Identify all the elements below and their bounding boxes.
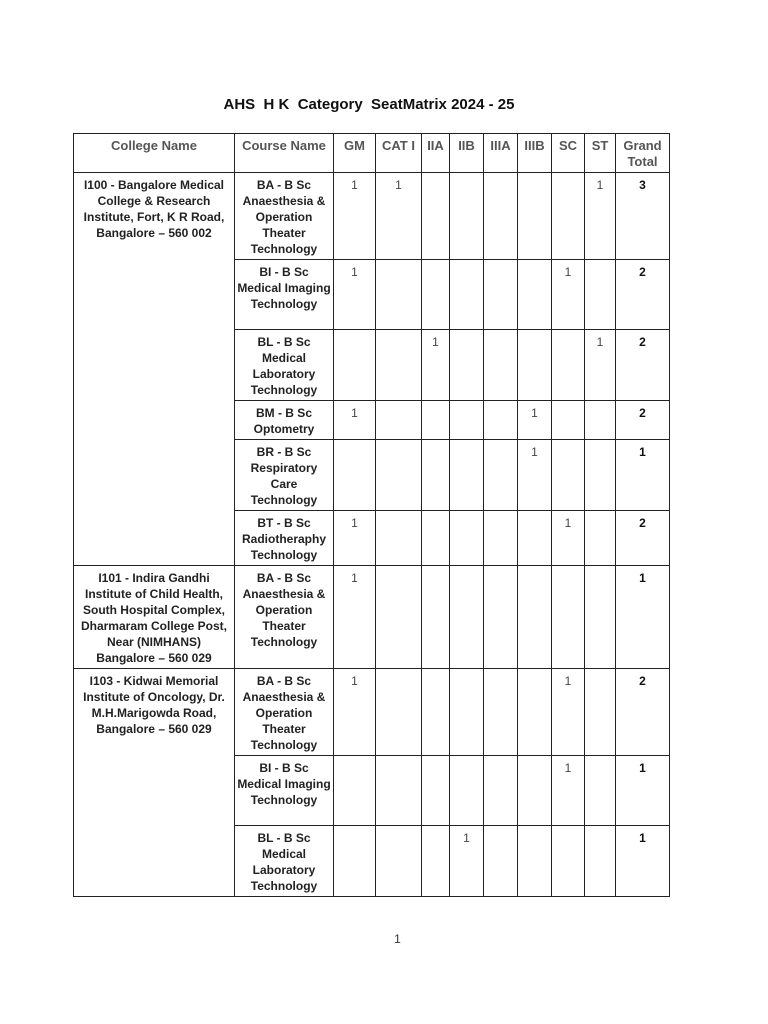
seat-count-cell [518,330,552,401]
seat-count-cell [376,511,422,566]
seat-count-cell [376,330,422,401]
column-header: ST [585,134,616,173]
seat-count-cell [450,756,484,826]
seat-count-cell: 1 [334,260,376,330]
course-name-cell: BT - B Sc Radiotheraphy Technology [235,511,334,566]
column-header: IIA [422,134,450,173]
seat-count-cell [484,401,518,440]
table-row [74,173,670,260]
grand-total-cell: 2 [616,511,670,566]
seat-count-cell [422,566,450,669]
college-name-cell: I101 - Indira Gandhi Institute of Child Health, South Hospital Complex, Dharmaram College Post, Near (NIMHANS) Bangalore – 560 029 [74,566,235,669]
grand-total-cell: 2 [616,669,670,756]
grand-total-cell: 1 [616,440,670,511]
course-name-cell: BI - B Sc Medical Imaging Technology [235,260,334,330]
grand-total-cell: 2 [616,260,670,330]
seat-count-cell [585,511,616,566]
seat-count-cell [376,826,422,897]
grand-total-cell: 1 [616,566,670,669]
seat-count-cell [334,826,376,897]
seat-count-cell [484,440,518,511]
seat-count-cell [484,756,518,826]
seat-count-cell [450,511,484,566]
course-name-cell: BI - B Sc Medical Imaging Technology [235,756,334,826]
grand-total-cell: 3 [616,173,670,260]
seat-count-cell [450,330,484,401]
course-name-cell: BA - B Sc Anaesthesia & Operation Theater Technology [235,669,334,756]
seat-count-cell [585,669,616,756]
seat-count-cell [518,826,552,897]
seat-count-cell [450,401,484,440]
seat-count-cell [552,440,585,511]
seat-count-cell [484,260,518,330]
seat-count-cell [422,173,450,260]
seat-count-cell [585,440,616,511]
table-header-row [74,134,670,173]
page-number: 1 [394,932,401,946]
seat-count-cell [518,511,552,566]
grand-total-cell: 2 [616,330,670,401]
seat-count-cell [376,756,422,826]
table-row [74,566,670,669]
column-header: Grand Total [616,134,670,173]
column-header: GM [334,134,376,173]
grand-total-cell: 2 [616,401,670,440]
course-name-cell: BL - B Sc Medical Laboratory Technology [235,826,334,897]
seat-count-cell: 1 [552,260,585,330]
column-header: College Name [74,134,235,173]
seat-count-cell: 1 [552,511,585,566]
seat-count-cell [552,401,585,440]
seat-count-cell: 1 [552,756,585,826]
seat-matrix-table [73,133,670,897]
column-header: Course Name [235,134,334,173]
seat-count-cell [422,260,450,330]
seat-count-cell [450,566,484,669]
column-header: SC [552,134,585,173]
course-name-cell: BM - B Sc Optometry [235,401,334,440]
seat-count-cell [422,511,450,566]
seat-count-cell: 1 [585,173,616,260]
seat-count-cell: 1 [585,330,616,401]
seat-count-cell [484,330,518,401]
seat-count-cell [585,826,616,897]
grand-total-cell: 1 [616,756,670,826]
seat-count-cell [422,826,450,897]
seat-count-cell [518,566,552,669]
seat-count-cell [585,756,616,826]
seat-count-cell [450,669,484,756]
seat-count-cell [484,566,518,669]
seat-count-cell [585,566,616,669]
seat-count-cell [518,173,552,260]
seat-count-cell [376,669,422,756]
seat-count-cell [376,440,422,511]
seat-count-cell [552,330,585,401]
seat-count-cell [484,511,518,566]
course-name-cell: BA - B Sc Anaesthesia & Operation Theater Technology [235,173,334,260]
seat-count-cell: 1 [334,566,376,669]
seat-count-cell [518,756,552,826]
column-header: CAT I [376,134,422,173]
seat-count-cell: 1 [376,173,422,260]
seat-count-cell [484,669,518,756]
seat-count-cell [552,173,585,260]
grand-total-cell: 1 [616,826,670,897]
seat-count-cell [376,401,422,440]
seat-count-cell [484,826,518,897]
seat-count-cell [552,566,585,669]
seat-count-cell [450,173,484,260]
seat-count-cell [422,756,450,826]
seat-count-cell: 1 [334,173,376,260]
seat-count-cell: 1 [334,511,376,566]
seat-count-cell [450,440,484,511]
seat-count-cell: 1 [518,401,552,440]
seat-count-cell: 1 [518,440,552,511]
column-header: IIIB [518,134,552,173]
seat-count-cell: 1 [334,401,376,440]
seat-count-cell [585,401,616,440]
course-name-cell: BR - B Sc Respiratory Care Technology [235,440,334,511]
college-name-cell: I100 - Bangalore Medical College & Research Institute, Fort, K R Road, Bangalore – 560 002 [74,173,235,566]
seat-count-cell [334,440,376,511]
seat-count-cell [376,260,422,330]
seat-count-cell [585,260,616,330]
column-header: IIB [450,134,484,173]
seat-count-cell: 1 [422,330,450,401]
seat-count-cell [376,566,422,669]
document-title: AHS H K Category SeatMatrix 2024 - 25 [223,96,515,113]
seat-count-cell [450,260,484,330]
seat-count-cell [518,260,552,330]
seat-count-cell: 1 [450,826,484,897]
seat-count-cell [422,401,450,440]
table-body [74,173,670,897]
seat-count-cell [422,669,450,756]
column-header: IIIA [484,134,518,173]
seat-count-cell [484,173,518,260]
college-name-cell: I103 - Kidwai Memorial Institute of Oncology, Dr. M.H.Marigowda Road, Bangalore – 560 029 [74,669,235,897]
seat-count-cell [422,440,450,511]
course-name-cell: BL - B Sc Medical Laboratory Technology [235,330,334,401]
seat-count-cell: 1 [334,669,376,756]
table-row [74,669,670,756]
seat-count-cell [518,669,552,756]
seat-count-cell [552,826,585,897]
seat-count-cell [334,756,376,826]
course-name-cell: BA - B Sc Anaesthesia & Operation Theater Technology [235,566,334,669]
seat-count-cell [334,330,376,401]
seat-count-cell: 1 [552,669,585,756]
